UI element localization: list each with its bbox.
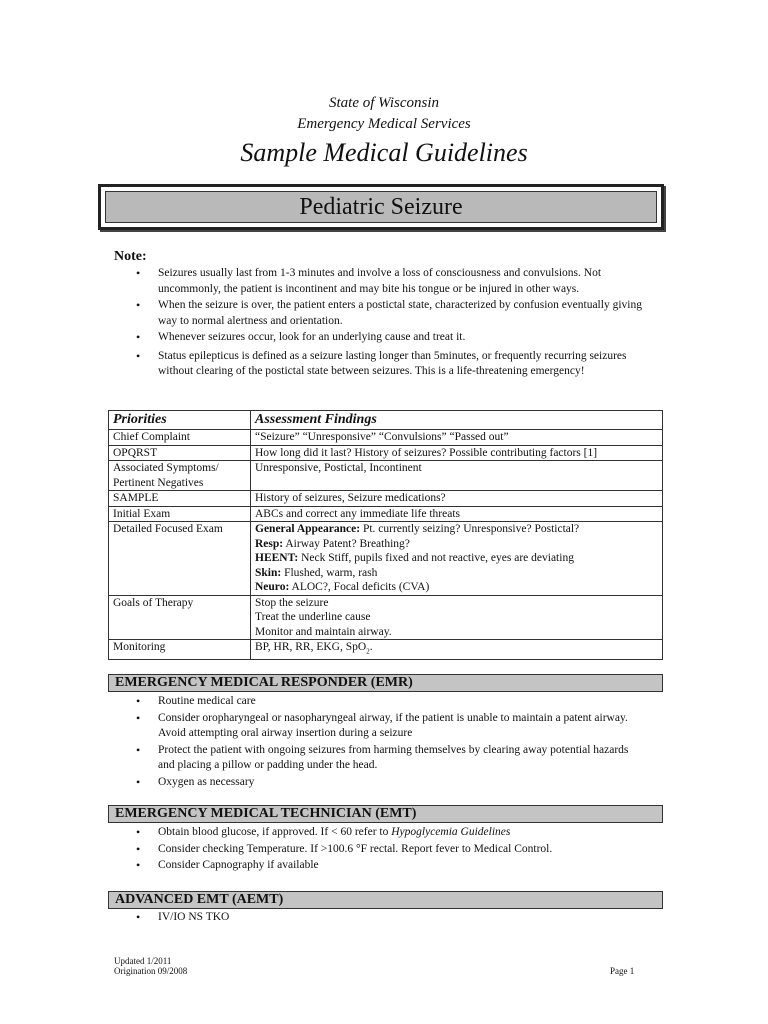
note-label: Note: — [114, 249, 147, 264]
row-label: Chief Complaint — [109, 430, 251, 446]
assessment-table — [108, 410, 663, 660]
table-row — [109, 430, 663, 446]
list-item: • Consider checking Temperature. If >100.6 °F rectal. Report fever to Medical Control. — [114, 842, 644, 858]
emr-list — [114, 694, 644, 791]
row-label: SAMPLE — [109, 491, 251, 507]
row-value: ABCs and correct any immediate life threats — [251, 506, 663, 522]
list-item: • IV/IO NS TKO — [114, 910, 644, 926]
list-item: • Status epilepticus is defined as a seizure lasting longer than 5minutes, or frequently recurring seizures without clearing of the postictal state between seizures. This is a life-threatening emergency! — [114, 349, 654, 380]
emt-list — [114, 825, 644, 875]
finding-key: Neuro: — [255, 581, 290, 593]
header-state: State of Wisconsin — [329, 95, 439, 111]
table-row — [109, 506, 663, 522]
finding-key: Skin: — [255, 566, 282, 579]
footer-page-number: Page 1 — [610, 966, 635, 976]
section-header-emt: EMERGENCY MEDICAL TECHNICIAN (EMT) — [108, 805, 663, 823]
table-row — [109, 522, 663, 596]
protocol-title: Pediatric Seizure — [105, 191, 657, 223]
row-value: Unresponsive, Postictal, Incontinent — [251, 461, 663, 491]
aemt-list — [114, 910, 644, 927]
list-item: • Consider Capnography if available — [114, 858, 644, 874]
row-label: Monitoring — [109, 640, 251, 660]
finding-key: Resp: — [255, 537, 284, 550]
section-header-emr: EMERGENCY MEDICAL RESPONDER (EMR) — [108, 674, 663, 692]
list-item: • Seizures usually last from 1-3 minutes and involve a loss of consciousness and convulsions. Not uncommonly, the patient is incontinent and may bite his tongue or be injured in other ways. — [114, 266, 654, 297]
row-label: Detailed Focused Exam — [109, 522, 251, 596]
document-title: Sample Medical Guidelines — [240, 138, 528, 167]
table-header-row — [109, 411, 663, 430]
list-item: • Protect the patient with ongoing seizures from harming themselves by clearing away potential hazards and placing a pillow or padding under the head. — [114, 743, 644, 774]
table-row — [109, 461, 663, 491]
list-item: • Whenever seizures occur, look for an underlying cause and treat it. — [114, 330, 654, 346]
row-value: “Seizure” “Unresponsive” “Convulsions” “Passed out” — [251, 430, 663, 446]
section-header-aemt: ADVANCED EMT (AEMT) — [108, 891, 663, 909]
row-label: Associated Symptoms/ Pertinent Negatives — [109, 461, 251, 491]
list-item: • Oxygen as necessary — [114, 775, 644, 791]
protocol-banner — [98, 184, 664, 230]
row-label: Initial Exam — [109, 506, 251, 522]
finding-key: General Appearance: — [255, 523, 361, 535]
list-item: • Obtain blood glucose, if approved. If < 60 refer to Hypoglycemia Guidelines — [114, 825, 644, 841]
footer-origination: Origination 09/2008 — [114, 966, 188, 976]
note-list — [114, 266, 654, 381]
goal-line: Stop the seizure — [255, 596, 329, 609]
row-value — [251, 595, 663, 640]
list-item: • Routine medical care — [114, 694, 644, 710]
column-header-findings: Assessment Findings — [251, 411, 663, 430]
finding-text: Flushed, warm, rash — [281, 566, 378, 579]
header-agency: Emergency Medical Services — [297, 116, 471, 132]
row-value: How long did it last? History of seizures? Possible contributing factors [1] — [251, 445, 663, 461]
row-value — [251, 522, 663, 596]
table-row — [109, 640, 663, 660]
row-label: Goals of Therapy — [109, 595, 251, 640]
finding-text: ALOC?, Focal deficits (CVA) — [289, 581, 430, 593]
footer-updated: Updated 1/2011 — [114, 956, 172, 966]
finding-text: Airway Patent? Breathing? — [283, 537, 410, 550]
table-row — [109, 491, 663, 507]
guideline-reference: Hypoglycemia Guidelines — [391, 826, 511, 838]
finding-text: Pt. currently seizing? Unresponsive? Postictal? — [360, 523, 580, 535]
finding-text: Neck Stiff, pupils fixed and not reactive, eyes are deviating — [298, 552, 574, 564]
row-label: OPQRST — [109, 445, 251, 461]
finding-key: HEENT: — [255, 552, 299, 564]
list-item: • When the seizure is over, the patient enters a postictal state, characterized by confusion eventually giving way to normal alertness and orientation. — [114, 298, 654, 329]
column-header-priorities: Priorities — [109, 411, 251, 430]
goal-line: Treat the underline cause — [255, 611, 371, 623]
table-row — [109, 445, 663, 461]
goal-line: Monitor and maintain airway. — [255, 625, 392, 638]
list-item: • Consider oropharyngeal or nasopharyngeal airway, if the patient is unable to maintain a patent airway. Avoid attempting oral airway insertion during a seizure — [114, 711, 644, 742]
row-value: BP, HR, RR, EKG, SpO$_2$. — [251, 640, 663, 660]
table-row — [109, 595, 663, 640]
row-value: History of seizures, Seizure medications? — [251, 491, 663, 507]
